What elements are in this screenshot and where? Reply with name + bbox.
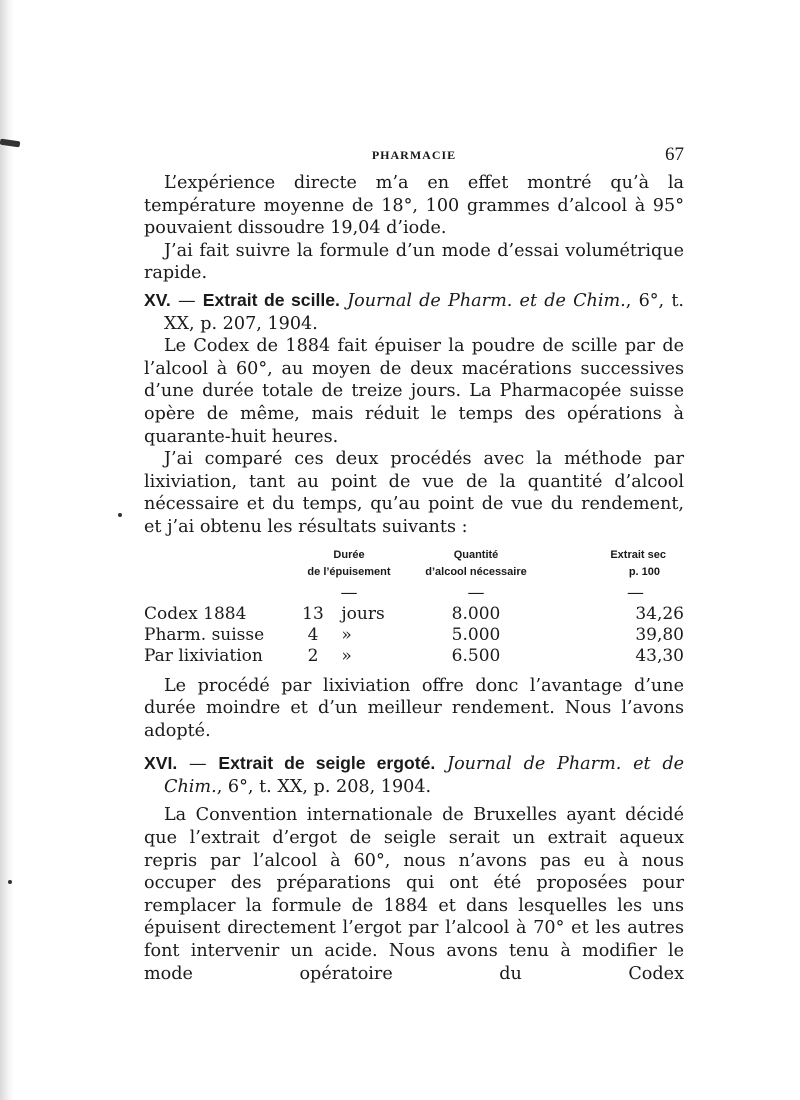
section-heading <box>144 752 684 798</box>
dash: — <box>340 582 358 603</box>
table-dash-row <box>144 583 684 604</box>
section-xv <box>144 289 684 742</box>
margin-dot <box>8 880 12 884</box>
row-quantity: 5.000 <box>451 624 501 645</box>
margin-dot <box>118 513 122 517</box>
row-quantity: 6.500 <box>451 645 501 666</box>
row-extract: 39,80 <box>635 624 684 645</box>
row-quantity: 8.000 <box>451 603 501 624</box>
section-number: XV. <box>144 289 171 310</box>
row-label: Par lixiviation <box>144 645 263 666</box>
paragraph: La Convention internationale de Bruxelles ayant décidé que l’extrait d’ergot de seigle serait un extrait aqueux repris par l’alcool à 60°, nous n’avons pas eu à nous occuper des préparations qui ont été proposées pour remplacer la formule de 1884 et dans lesquelles les uns épuisent directement l’ergot par l’alcool à 70° et les autres font intervenir un acide. Nous avons tenu à modifier le mode opératoire du Codex <box>144 805 684 984</box>
journal-source: Journal de Pharm. et de Chim. <box>347 290 626 311</box>
row-extract: 34,26 <box>635 603 684 624</box>
row-duration: 4 » <box>307 624 352 645</box>
col-header-duration: Durée de l’épuisement <box>307 548 391 578</box>
row-label: Pharm. suisse <box>144 624 265 645</box>
section-xvi <box>144 752 684 985</box>
paragraph: J’ai fait suivre la formule d’un mode d’essai volumétrique rapide. <box>144 240 684 284</box>
page-number: 67 <box>665 144 684 165</box>
dash: — <box>467 582 485 603</box>
row-extract: 43,30 <box>635 645 684 666</box>
page-body <box>144 144 685 985</box>
scan-edge-shadow <box>0 0 14 1100</box>
section-title: Extrait de scille. <box>202 289 340 310</box>
section-dash: — <box>170 290 203 311</box>
col-header-quantity: Quantité d’alcool nécessaire <box>425 548 527 578</box>
journal-reference: , 6°, t. XX, p. 207, 1904. <box>164 290 685 334</box>
table-row <box>144 604 684 625</box>
dash: — <box>627 582 644 603</box>
table-header-row <box>144 547 684 583</box>
running-head <box>144 144 684 172</box>
paragraph: Le Codex de 1884 fait épuiser la poudre de scille par de l’alcool à 60°, au moyen de deux macérations successives d’une durée totale de treize jours. La Pharmacopée suisse opère de même, mais réduit le temps des opérations à quarante-huit heures. <box>144 336 684 447</box>
section-dash: — <box>177 754 219 775</box>
results-table <box>144 547 684 667</box>
section-number: XVI. <box>144 753 178 774</box>
col-header-blank <box>144 547 290 583</box>
paragraph: L’expérience directe m’a en effet montré qu’à la température moyenne de 18°, 100 grammes d’alcool à 95° pouvaient dissoudre 19,04 d’iode. <box>144 173 684 239</box>
table-row <box>144 646 684 667</box>
row-duration: 2 » <box>307 645 352 666</box>
running-title: PHARMACIE <box>371 148 457 162</box>
section-heading <box>144 289 684 335</box>
journal-reference: , 6°, t. XX, p. 208, 1904. <box>216 776 432 797</box>
paragraph: Le procédé par lixiviation offre donc l’avantage d’une durée moindre et d’un meilleur rendement. Nous l’avons adopté. <box>144 675 684 741</box>
paragraph: J’ai comparé ces deux procédés avec la méthode par lixiviation, tant au point de vue de la quantité d’alcool nécessaire et du temps, qu’au point de vue du rendement, et j’ai obtenu les résultats suivants : <box>144 449 684 537</box>
row-duration: 13 jours <box>302 603 385 624</box>
table-row <box>144 625 684 646</box>
col-header-extract: Extrait sec p. 100 <box>610 548 666 578</box>
row-label: Codex 1884 <box>144 603 247 624</box>
journal-source: Journal de Pharm. et de Chim. <box>164 754 684 797</box>
section-title: Extrait de seigle ergoté. <box>218 753 436 774</box>
